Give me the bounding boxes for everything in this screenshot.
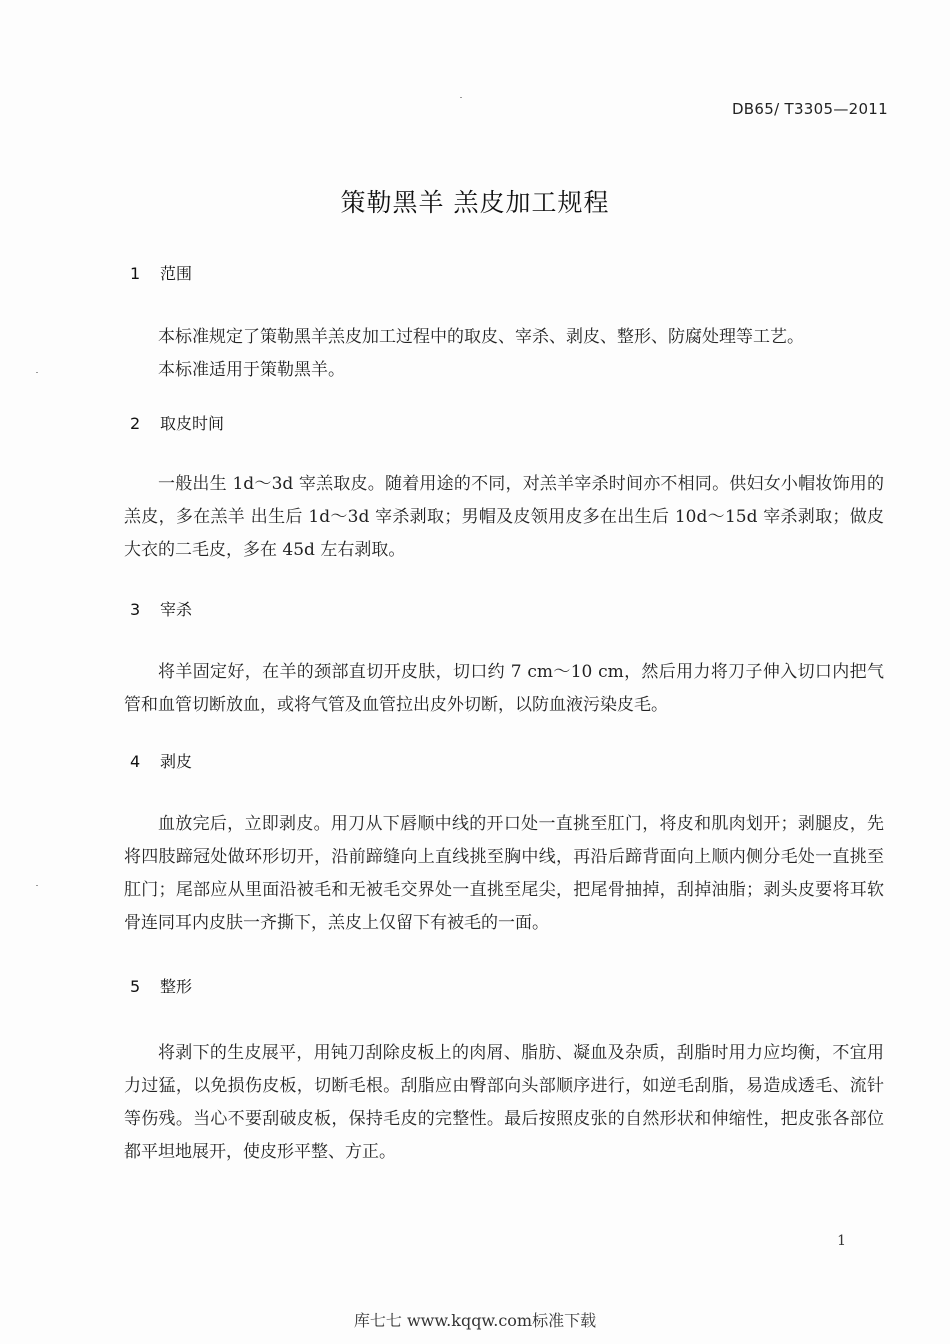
section-4-heading: [130, 749, 192, 772]
section-4-paragraph-1: 血放完后，立即剥皮。用刀从下唇顺中线的开口处一直挑至肛门，将皮和肌肉划开；剥腿皮，先将四肢蹄冠处做环形切开，沿前蹄缝向上直线挑至胸中线，再沿后蹄背面向上顺内侧分毛处一直挑至肛门；尾部应从里面沿被毛和无被毛交界处一直挑至尾尖，把尾骨抽掉，刮掉油脂；剥头皮要将耳软骨连同耳内皮肤一齐撕下，羔皮上仅留下有被毛的一面。: [124, 814, 884, 933]
section-3-number: 3: [130, 600, 141, 619]
scan-speck: [460, 97, 462, 98]
page-number: 1: [837, 1233, 846, 1249]
section-5-number: 5: [130, 977, 141, 996]
section-1-number: 1: [130, 264, 141, 283]
section-4-title: 剥皮: [160, 752, 193, 771]
scan-speck: [36, 885, 38, 886]
section-2-heading: [130, 411, 224, 434]
section-5-title: 整形: [160, 977, 193, 996]
section-2-paragraph-1: 一般出生 1d～3d 宰羔取皮。随着用途的不同，对羔羊宰杀时间亦不相同。供妇女小帽妆饰用的羔皮，多在羔羊 出生后 1d～3d 宰杀剥取；男帽及皮领用皮多在出生后 10d～15d 宰杀剥取；做皮大衣的二毛皮，多在 45d 左右剥取。: [124, 474, 884, 560]
section-4-number: 4: [130, 752, 141, 771]
section-1-heading: [130, 261, 192, 284]
section-1-paragraph-1: 本标准规定了策勒黑羊羔皮加工过程中的取皮、宰杀、剥皮、整形、防腐处理等工艺。: [158, 327, 804, 347]
section-5-heading: [130, 974, 192, 997]
section-3-paragraph-1: 将羊固定好，在羊的颈部直切开皮肤，切口约 7 cm～10 cm，然后用力将刀子伸入切口内把气管和血管切断放血，或将气管及血管拉出皮外切断，以防血液污染皮毛。: [124, 662, 884, 715]
section-5-paragraph-1: 将剥下的生皮展平，用钝刀刮除皮板上的肉屑、脂肪、凝血及杂质，刮脂时用力应均衡，不宜用力过猛，以免损伤皮板，切断毛根。刮脂应由臀部向头部顺序进行，如逆毛刮脂，易造成透毛、流针等伤残。当心不要刮破皮板，保持毛皮的完整性。最后按照皮张的自然形状和伸缩性，把皮张各部位都平坦地展开，使皮形平整、方正。: [124, 1043, 884, 1162]
standard-code: DB65/ T3305—2011: [731, 100, 888, 118]
section-2-title: 取皮时间: [160, 414, 225, 433]
section-2-number: 2: [130, 414, 141, 433]
footer-watermark: 库七七 www.kqqw.com标准下载: [353, 1311, 597, 1330]
section-1-paragraph-2: 本标准适用于策勒黑羊。: [158, 360, 345, 380]
section-1-title: 范围: [160, 264, 193, 283]
document-title: 策勒黑羊 羔皮加工规程: [340, 188, 610, 217]
scan-speck: [36, 372, 38, 373]
section-3-heading: [130, 597, 192, 620]
section-3-title: 宰杀: [160, 600, 193, 619]
